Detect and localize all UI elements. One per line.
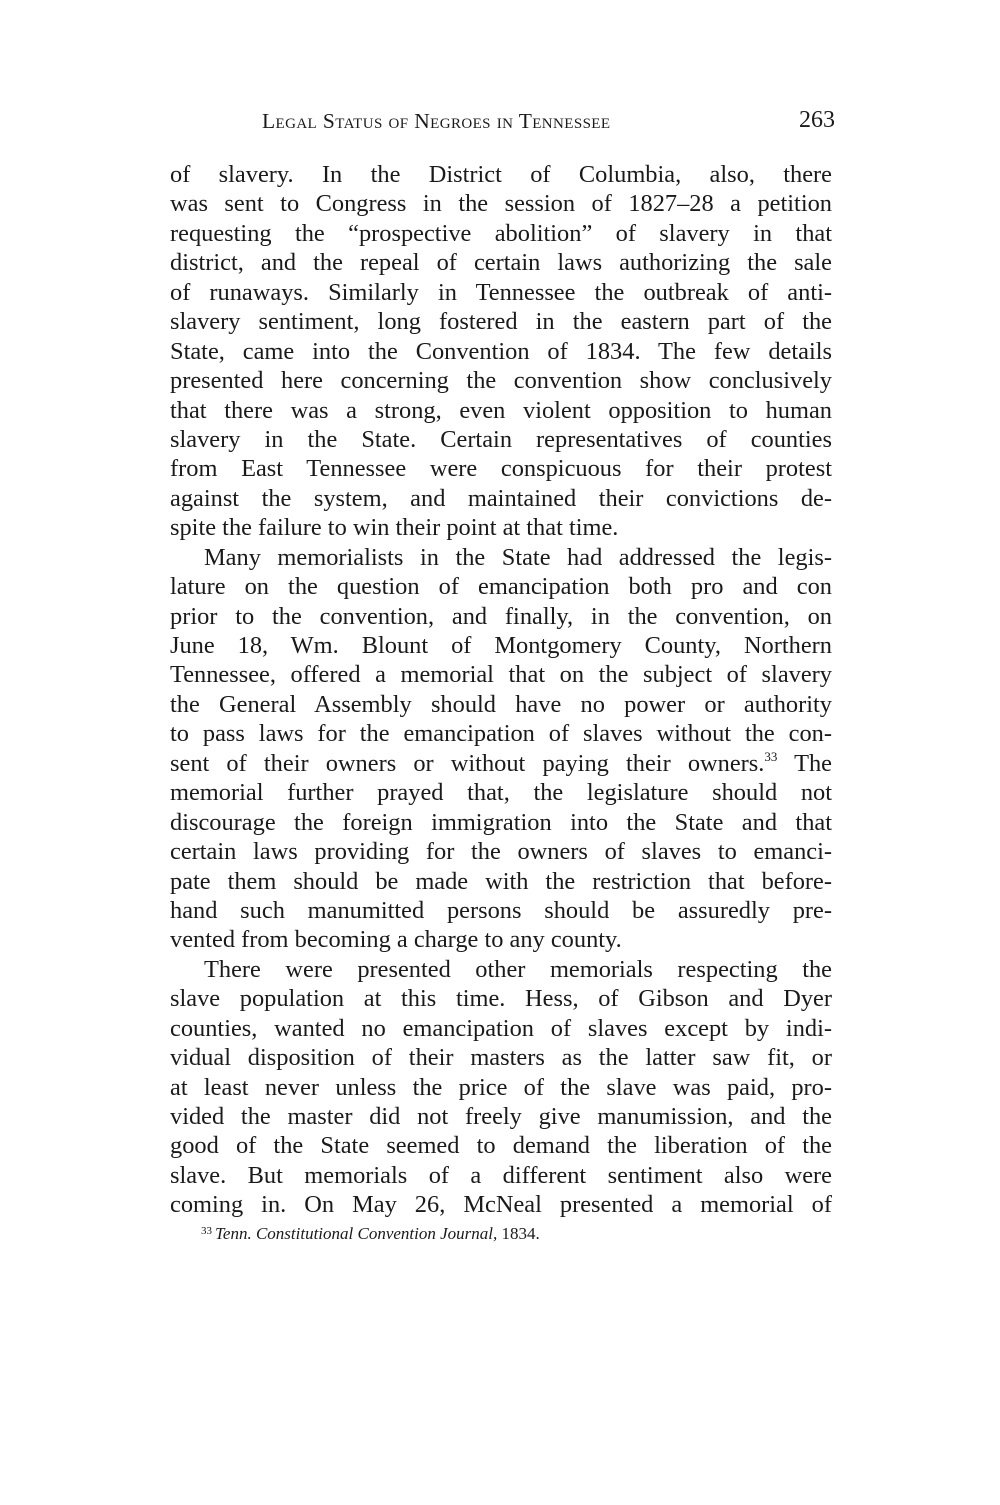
text-line: good of the State seemed to demand the liberation of the [170,1132,832,1160]
line-text-after: The [777,749,832,777]
text-line: vented from becoming a charge to any county. [170,926,622,954]
page-number: 263 [799,107,835,133]
footnote-source-title: Tenn. Constitutional Convention Journal, [215,1224,498,1243]
text-line: Many memorialists in the State had addressed the legis- [204,543,832,571]
text-line-with-footnote [170,749,832,778]
text-line: requesting the “prospective abolition” of slavery in that [170,219,832,247]
running-head [170,105,835,145]
text-line: There were presented other memorials respecting the [204,955,832,983]
text-line: district, and the repeal of certain laws authorizing the sale [170,249,832,277]
text-line: of runaways. Similarly in Tennessee the outbreak of anti- [170,278,832,306]
text-line: to pass laws for the emancipation of slaves without the con- [170,720,832,748]
paragraph-1 [170,160,832,543]
text-line: memorial further prayed that, the legislature should not [170,779,832,807]
footnote-year: 1834. [497,1224,540,1243]
footnote-number: 33 [201,1225,212,1237]
text-line: vidual disposition of their masters as the latter saw fit, or [170,1044,832,1072]
text-line: State, came into the Convention of 1834. The few details [170,337,832,365]
text-line: June 18, Wm. Blount of Montgomery County, Northern [170,632,832,659]
text-line: pate them should be made with the restriction that before- [170,867,832,895]
footnote [201,1224,540,1244]
text-line: presented here concerning the convention show conclusively [170,367,832,395]
text-line: slavery sentiment, long fostered in the eastern part of the [170,308,832,336]
text-line: vided the master did not freely give manumission, and the [170,1103,832,1130]
text-line: prior to the convention, and finally, in the convention, on [170,602,832,630]
text-line: slavery in the State. Certain representatives of counties [170,425,832,453]
text-line: counties, wanted no emancipation of slaves except by indi- [170,1014,832,1042]
footnote-reference[interactable]: 33 [764,748,778,764]
text-line: lature on the question of emancipation both pro and con [170,573,832,601]
text-line: coming in. On May 26, McNeal presented a memorial of [170,1191,832,1219]
text-line: the General Assembly should have no power or authority [170,690,832,718]
text-line: at least never unless the price of the slave was paid, pro- [170,1073,832,1101]
text-line: against the system, and maintained their convictions de- [170,484,832,512]
text-line: slave population at this time. Hess, of Gibson and Dyer [170,985,832,1013]
text-line: was sent to Congress in the session of 1827–28 a petition [170,190,832,218]
text-line: hand such manumitted persons should be assuredly pre- [170,896,832,924]
text-line: discourage the foreign immigration into the State and that [170,808,832,836]
text-line: certain laws providing for the owners of slaves to emanci- [170,838,832,866]
body-text [170,160,832,1220]
line-text: sent of their owners or without paying their owners. [170,749,765,777]
running-title: Legal Status of Negroes in Tennessee [262,109,611,133]
text-line: from East Tennessee were conspicuous for their protest [170,455,832,483]
paragraph-2 [170,543,832,955]
text-line: Tennessee, offered a memorial that on the subject of slavery [170,661,832,689]
text-line: that there was a strong, even violent opposition to human [170,396,832,424]
text-line: of slavery. In the District of Columbia, also, there [170,161,832,188]
text-line: slave. But memorials of a different sentiment also were [170,1161,832,1189]
paragraph-3 [170,955,832,1220]
text-line: spite the failure to win their point at that time. [170,514,619,542]
